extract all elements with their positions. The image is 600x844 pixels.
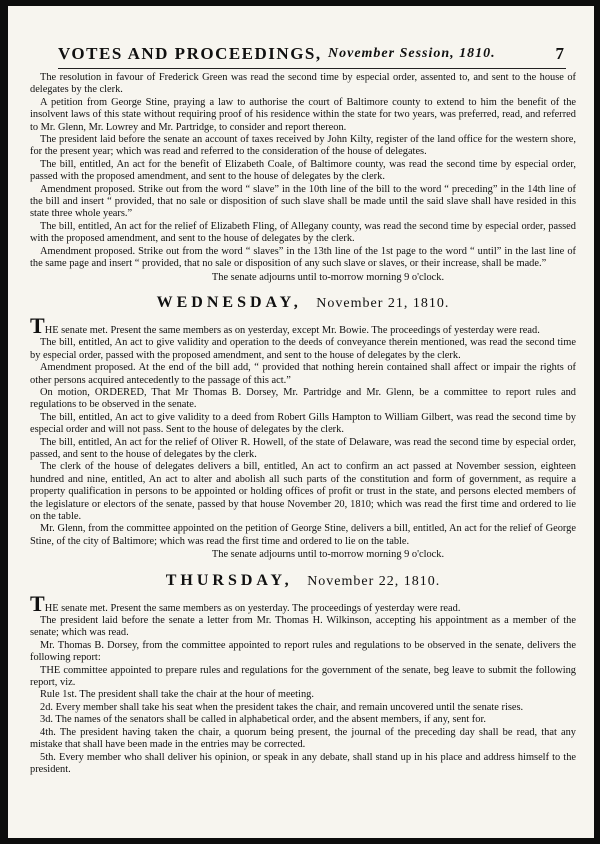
paragraph: The bill, entitled, An act for the benefit of Elizabeth Coale, of Baltimore county, was read the second time by especial order, passed with the proposed amendment, and sent to the house of delegates by the clerk. [30, 158, 576, 183]
paragraph: 3d. The names of the senators shall be called in alphabetical order, and the absent members, if any, sent for. [40, 714, 486, 726]
drop-cap: T [30, 312, 45, 338]
paragraph: On motion, ORDERED, That Mr Thomas B. Dorsey, Mr. Partridge and Mr. Glenn, be a committee to report rules and regulations to be observed in the senate. [30, 386, 576, 411]
paragraph: Amendment proposed. Strike out from the word “ slave” in the 10th line of the bill to the word “ preceding” in the 14th line of the bill and insert “ provided, that no sale or disposition of such slave shall be made until the said slave shall have resided in this state three whole years.” [30, 183, 576, 220]
paragraph-text: HE senate met. Present the same members as on yesterday. The proceedings of yesterday were read. [44, 602, 461, 614]
page-number: 7 [555, 44, 564, 63]
paragraph: The bill, entitled, An act to give validity and operation to the deeds of conveyance therein mentioned, was read the second time by especial order, passed with the proposed amendment, and sent to the house of delegates by the clerk. [30, 337, 576, 361]
paragraph: THE committee appointed to prepare rules and regulations for the government of the senate, beg leave to submit the following report, viz. [30, 664, 576, 689]
day-name: WEDNESDAY, [156, 293, 302, 311]
paragraph: A petition from George Stine, praying a law to authorise the court of Baltimore county to extend to him the benefit of the insolvent laws of this state without requiring proof of his residence within the state for two years, was preferred, read, and referred to Mr. Glenn, Mr. Lowrey and Mr. Partridge, to consider and report thereon. [30, 96, 576, 133]
paragraph: The bill, entitled, An act to give validity to a deed from Robert Gills Hampton to William Gilbert, was read the second time by especial order and will not pass. Sent to the house of delegates by the clerk. [30, 411, 576, 436]
paragraph: The president laid before the senate a letter from Mr. Thomas H. Wilkinson, accepting his appointment as a member of the senate; which was read. [30, 615, 576, 639]
paragraph: Mr. Thomas B. Dorsey, from the committee appointed to report rules and regulations to be observed in the senate, delivers the following report: [30, 639, 576, 664]
paragraph: The clerk of the house of delegates delivers a bill, entitled, An act to confirm an act passed at November session, eighteen hundred and nine, entitled, An act to alter and abolish all such parts of the constitution and form of government, as require a property qualification in persons to be appointed or holding offices of profit or trust in the state, and persons elected members of the legislature or electors of the senate, passed by that house November 20, 1810; which was read the first time and ordered to lie on the table. [30, 461, 576, 522]
day-heading-wednesday [30, 294, 576, 312]
page-body [30, 72, 576, 776]
paragraph: 4th. The president having taken the chair, a quorum being present, the journal of the preceding day shall be read, that any mistake that shall have been made in the entries may be corrected. [30, 726, 576, 751]
day-date: November 22, 1810. [307, 573, 441, 589]
paragraph: The bill, entitled, An act for the relief of Oliver R. Howell, of the state of Delaware, was read the second time by especial order, passed, and sent to the house of delegates by the clerk. [30, 436, 576, 460]
day-date: November 21, 1810. [316, 295, 450, 311]
paragraph: The bill, entitled, An act for the relief of Elizabeth Fling, of Allegany county, was read the second time by especial order, passed with the proposed amendment, and sent to the house of delegates by the clerk. [30, 220, 576, 245]
adjournment-note: The senate adjourns until to-morrow morning 9 o'clock. [211, 271, 445, 283]
day-heading-thursday [30, 572, 576, 590]
paragraph: Mr. Glenn, from the committee appointed on the petition of George Stine, delivers a bill, entitled, An act for the relief of George Stine, of the city of Baltimore; which was read the first time and ordered to lie on the table. [30, 523, 576, 547]
paragraph: 5th. Every member who shall deliver his opinion, or speak in any debate, shall stand up in his place and address himself to the president. [30, 751, 576, 775]
paragraph [30, 312, 576, 338]
paragraph-text: HE senate met. Present the same members as on yesterday, except Mr. Bowie. The proceedings of yesterday were read. [44, 324, 540, 336]
document-page [8, 6, 594, 838]
paragraph: Amendment proposed. Strike out from the word “ slaves” in the 13th line of the 1st page to the word “ until” in the last line of the same page and insert “ provided, that no sale or disposition of any such slave or slaves, or their increase, shall be made.” [30, 245, 576, 270]
paragraph: Rule 1st. The president shall take the chair at the hour of meeting. [40, 689, 314, 701]
day-name: THURSDAY, [165, 571, 293, 589]
running-title: VOTES AND PROCEEDINGS, [58, 44, 322, 63]
paragraph: The president laid before the senate an account of taxes received by John Kilty, register of the land office for the western shore, for the present year; which was read and referred to the consideration of the house of delegates. [30, 134, 576, 158]
running-head [58, 44, 566, 69]
paragraph: 2d. Every member shall take his seat when the president takes the chair, and remain uncovered until the senate rises. [40, 701, 524, 713]
paragraph: Amendment proposed. At the end of the bill add, “ provided that nothing herein contained shall affect or impair the rights of other persons acquired antecedently to the passage of this act.” [30, 362, 576, 386]
adjournment-note: The senate adjourns until to-morrow morning 9 o'clock. [211, 549, 445, 561]
paragraph [30, 590, 576, 616]
session-label: November Session, 1810. [328, 46, 496, 61]
drop-cap: T [30, 590, 45, 616]
paragraph: The resolution in favour of Frederick Green was read the second time by especial order, assented to, and sent to the house of delegates by the clerk. [30, 72, 576, 96]
